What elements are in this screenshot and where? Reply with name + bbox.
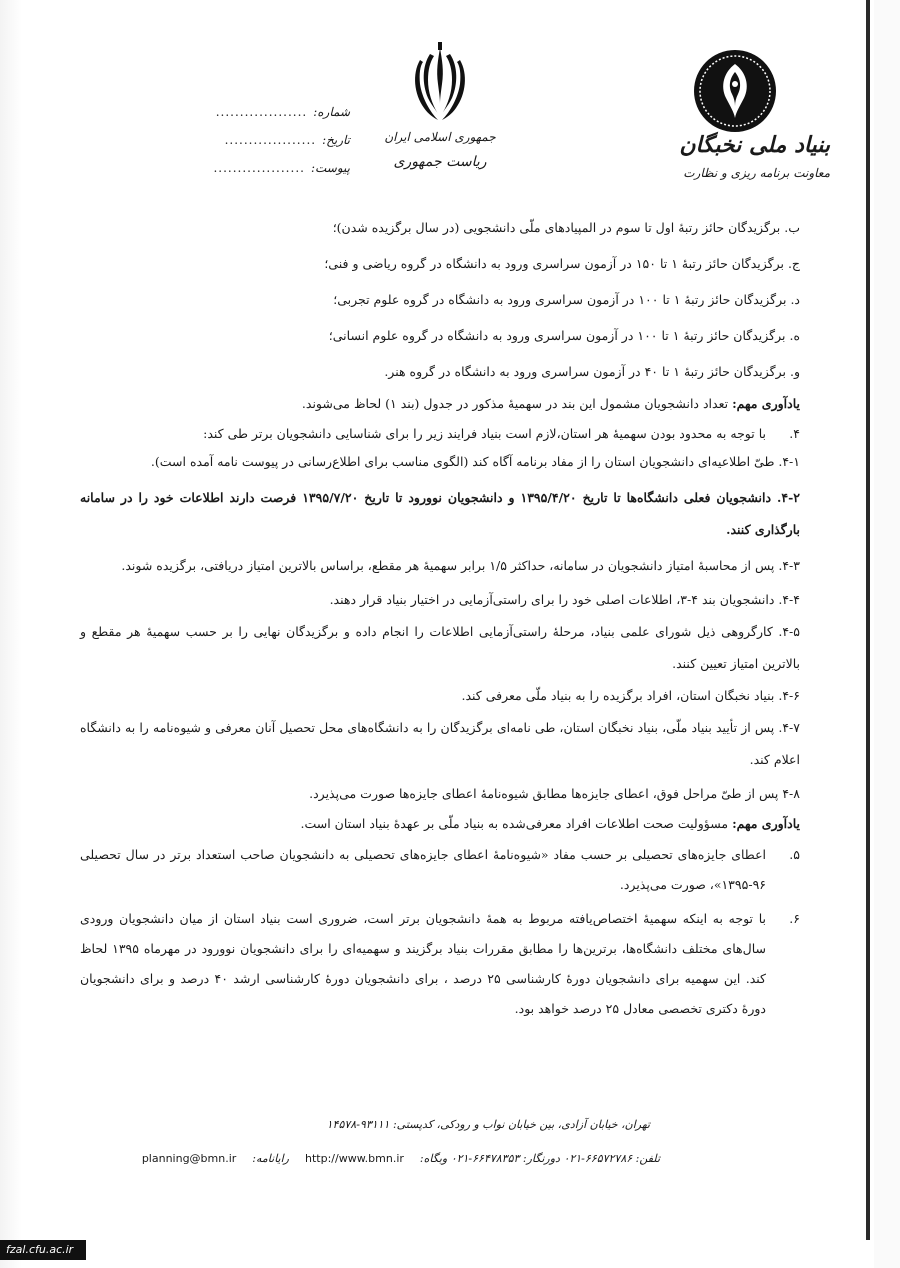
section-text: اعطای جایزه‌های تحصیلی بر حسب مفاد «شیوه‌نامهٔ اعطای جایزه‌های تحصیلی به دانشجویان صاحب استعداد برتر در سال تحصیلی ۹۶-۱۳۹۵»، صورت می‌پذیرد. bbox=[80, 847, 766, 892]
list-item-h: ه. برگزیدگان حائز رتبهٔ ۱ تا ۱۰۰ در آزمون سراسری ورود به دانشگاه در گروه علوم انسانی؛ bbox=[328, 328, 800, 343]
subsection-4-4: ۴-۴. دانشجویان بند ۴-۳، اطلاعات اصلی خود را برای راستی‌آزمایی در اختیار بنیاد قرار دهند. bbox=[329, 592, 800, 607]
list-item-d: د. برگزیدگان حائز رتبهٔ ۱ تا ۱۰۰ در آزمون سراسری ورود به دانشگاه در گروه علوم تجربی؛ bbox=[333, 292, 800, 307]
footer-email-label: رایانامه: bbox=[252, 1152, 289, 1165]
subsection-4-1: ۴-۱. طیّ اطلاعیه‌ای دانشجویان استان را از مفاد برنامه آگاه کند (الگوی مناسب برای اطلاع‌رسانی در پیوست نامه آمده است). bbox=[150, 454, 800, 469]
list-item-v: و. برگزیدگان حائز رتبهٔ ۱ تا ۴۰ در آزمون سراسری ورود به دانشگاه در گروه هنر. bbox=[384, 364, 800, 379]
letter-meta bbox=[110, 98, 350, 182]
section-number: ۴. bbox=[789, 426, 800, 441]
section-number: ۶. bbox=[789, 911, 800, 926]
reminder-text: تعداد دانشجویان مشمول این بند در سهمیهٔ مذکور در جدول (بند ۱) لحاظ می‌شوند. bbox=[301, 396, 733, 411]
list-item-b: ب. برگزیدگان حائز رتبهٔ اول تا سوم در المپیادهای ملّی دانشجویی (در سال برگزیده شدن)؛ bbox=[332, 220, 800, 235]
foundation-name: بنیاد ملی نخبگان bbox=[679, 132, 830, 158]
meta-label: پیوست: bbox=[310, 161, 350, 175]
meta-label: تاریخ: bbox=[322, 133, 350, 147]
section-4 bbox=[80, 420, 800, 448]
subsection-4-8: ۴-۸ پس از طیّ مراحل فوق، اعطای جایزه‌ها مطابق شیوه‌نامهٔ اعطای جایزه‌ها صورت می‌پذیرد. bbox=[309, 786, 800, 801]
meta-date bbox=[110, 126, 350, 154]
foundation-department: معاونت برنامه ریزی و نظارت bbox=[683, 166, 830, 180]
footer-website-link[interactable]: http://www.bmn.ir bbox=[305, 1152, 404, 1165]
subsection-4-7: ۴-۷. پس از تأیید بنیاد ملّی، بنیاد نخبگان استان، طی نامه‌ای برگزیدگان را به دانشگاه‌های محل تحصیل آنان معرفی و شیوه‌نامه را به دانشگاه اعلام کند. bbox=[80, 720, 800, 767]
section-number: ۵. bbox=[789, 847, 800, 862]
meta-attachment bbox=[110, 154, 350, 182]
foundation-logo-icon bbox=[690, 46, 780, 136]
meta-dots: ................... bbox=[215, 105, 308, 119]
gov-line-2: ریاست جمهوری bbox=[393, 154, 487, 170]
subsection-4-6: ۴-۶. بنیاد نخبگان استان، افراد برگزیده را به بنیاد ملّی معرفی کند. bbox=[461, 688, 800, 703]
section-text: با توجه به اینکه سهمیهٔ اختصاص‌یافته مربوط به همهٔ دانشجویان برتر است، ضروری است بنیاد استان از میان دانشجویان ورودی سال‌های مختلف دانشگاه‌ها، برترین‌ها را مطابق مقررات بنیاد برگزیند و سهمیه‌ای را برای دانشجویان نوورود در مهرماه ۱۳۹۵ لحاظ کند. این سهمیه برای دانشجویان دورهٔ کارشناسی ۲۵ درصد ، برای دانشجویان دورهٔ کارشناسی ارشد ۴۰ درصد و برای دانشجویان دورهٔ دکتری تخصصی معادل ۲۵ درصد خواهد بود. bbox=[80, 911, 766, 1016]
gov-line-1: جمهوری اسلامی ایران bbox=[384, 130, 496, 144]
footer-email-link[interactable]: planning@bmn.ir bbox=[141, 1152, 237, 1165]
meta-dots: ................... bbox=[213, 161, 305, 175]
source-watermark: fzal.cfu.ac.ir bbox=[0, 1240, 86, 1260]
footer-phone: تلفن: ۶۶۵۷۲۷۸۶-۰۲۱ دورنگار: ۶۶۴۷۸۳۵۳-۰۲۱ وبگاه: bbox=[419, 1152, 660, 1165]
iran-emblem-icon bbox=[408, 40, 472, 130]
reminder-label: یادآوری مهم: bbox=[732, 396, 800, 411]
section-5 bbox=[80, 840, 800, 900]
meta-number bbox=[110, 98, 350, 126]
government-title bbox=[380, 130, 500, 180]
section-6 bbox=[80, 904, 800, 1024]
letterhead bbox=[90, 40, 830, 200]
reminder-note-1 bbox=[80, 390, 800, 418]
footer-address: تهران، خیابان آزادی، بین خیابان نواب و رودکی، کدپستی: ۹۳۱۱۱-۱۴۵۷۸ bbox=[326, 1118, 650, 1131]
section-text: با توجه به محدود بودن سهمیهٔ هر استان،لازم است بنیاد فرایند زیر را برای شناسایی دانشجویان برتر طی کند: bbox=[203, 426, 766, 441]
scan-right-border bbox=[866, 0, 870, 1240]
meta-dots: ................... bbox=[224, 133, 317, 147]
subsection-4-3: ۴-۳. پس از محاسبهٔ امتیاز دانشجویان در سامانه، حداکثر ۱/۵ برابر سهمیهٔ هر مقطع، براساس بالاترین امتیاز دریافتی، برگزیده شوند. bbox=[121, 558, 800, 573]
scan-left-edge bbox=[0, 0, 22, 1268]
meta-label: شماره: bbox=[313, 105, 350, 119]
list-item-j: ج. برگزیدگان حائز رتبهٔ ۱ تا ۱۵۰ در آزمون سراسری ورود به دانشگاه در گروه ریاضی و فنی؛ bbox=[324, 256, 800, 271]
reminder-label: یادآوری مهم: bbox=[732, 816, 800, 831]
reminder-text: مسؤولیت صحت اطلاعات افراد معرفی‌شده به بنیاد ملّی بر عهدهٔ بنیاد استان است. bbox=[300, 816, 733, 831]
subsection-4-5: ۴-۵. کارگروهی ذیل شورای علمی بنیاد، مرحلهٔ راستی‌آزمایی اطلاعات را انجام داده و برگزیدگان نهایی را بر حسب سهمیهٔ هر مقطع و بالاترین امتیاز تعیین کنند. bbox=[80, 624, 800, 671]
footer-contact bbox=[141, 1152, 660, 1165]
subsection-4-2: ۴-۲. دانشجویان فعلی دانشگاه‌ها تا تاریخ ۱۳۹۵/۴/۲۰ و دانشجویان نوورود تا تاریخ ۱۳۹۵/۷/۲۰ فرصت دارند اطلاعات خود را در سامانه بارگذاری کنند. bbox=[80, 490, 800, 537]
scan-right-margin bbox=[874, 0, 900, 1268]
letter-body bbox=[80, 214, 800, 1024]
reminder-note-2 bbox=[80, 810, 800, 838]
